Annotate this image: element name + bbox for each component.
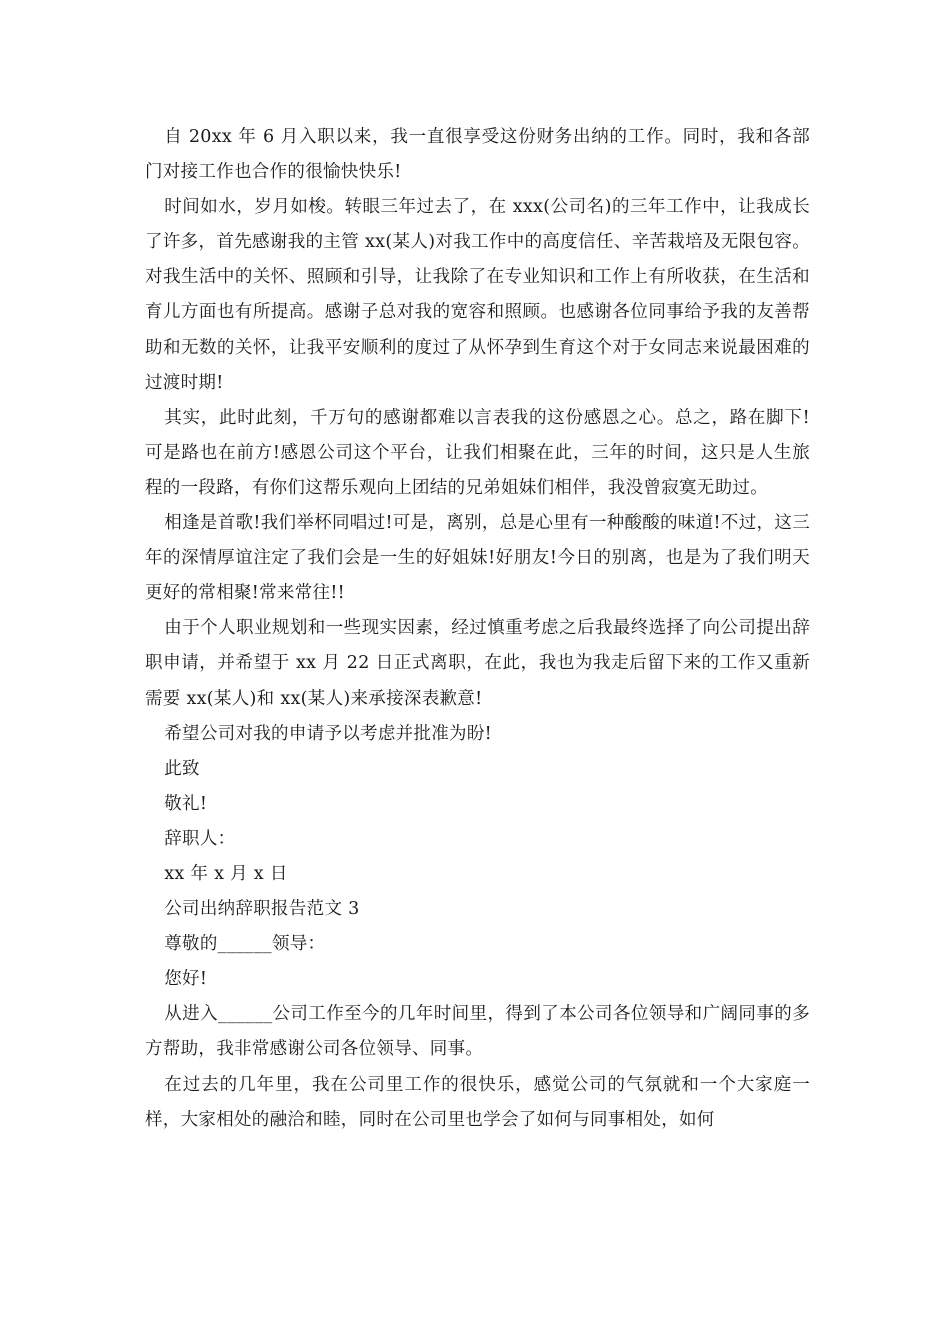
letter-greeting: 尊敬的______领导： <box>164 934 326 955</box>
paragraph-request: 希望公司对我的申请予以考虑并批准为盼! <box>164 723 492 744</box>
paragraph-resignation-reason: 由于个人职业规划和一些现实因素，经过慎重考虑之后我最终选择了向公司提出辞职申请，并希望于 xx 月 22 日正式离职，在此，我也为我走后留下来的工作又重新需要 xx(某人)和 xx(某人)来承接深表歉意! <box>145 618 810 709</box>
closing-salutation: 此致 <box>164 758 200 779</box>
paragraph-intro: 自 20xx 年 6 月入职以来，我一直很享受这份财务出纳的工作。同时，我和各部门对接工作也合作的很愉快快乐! <box>145 127 810 183</box>
paragraph-joined: 从进入______公司工作至今的几年时间里，得到了本公司各位领导和广阔同事的多方帮助，我非常感谢公司各位领导、同事。 <box>145 1004 810 1060</box>
closing-regards: 敬礼! <box>164 793 208 814</box>
letter-hello: 您好! <box>164 969 208 990</box>
paragraph-thanks: 其实，此时此刻，千万句的感谢都难以言表我的这份感恩之心。总之，路在脚下!可是路也在前方!感恩公司这个平台，让我们相聚在此，三年的时间，这只是人生旅程的一段路，有你们这帮乐观向上团结的兄弟姐妹们相伴，我没曾寂寞无助过。 <box>145 407 810 498</box>
section-title: 公司出纳辞职报告范文 3 <box>164 899 360 920</box>
signature-date: xx 年 x 月 x 日 <box>164 863 288 884</box>
signature-label: 辞职人： <box>164 828 236 849</box>
paragraph-farewell: 相逢是首歌!我们举杯同唱过!可是，离别，总是心里有一种酸酸的味道!不过，这三年的深情厚谊注定了我们会是一生的好姐妹!好朋友!今日的别离，也是为了我们明天更好的常相聚!常来常往!! <box>145 513 810 604</box>
document-body <box>145 120 810 1138</box>
paragraph-past-years: 在过去的几年里，我在公司里工作的很快乐，感觉公司的气氛就和一个大家庭一样，大家相处的融洽和睦，同时在公司里也学会了如何与同事相处，如何 <box>145 1074 810 1130</box>
paragraph-gratitude: 时间如水，岁月如梭。转眼三年过去了，在 xxx(公司名)的三年工作中，让我成长了许多，首先感谢我的主管 xx(某人)对我工作中的高度信任、辛苦栽培及无限包容。对我生活中的关怀、照顾和引导，让我除了在专业知识和工作上有所收获，在生活和育儿方面也有所提高。感谢子总对我的宽容和照顾。也感谢各位同事给予我的友善帮助和无数的关怀，让我平安顺利的度过了从怀孕到生育这个对于女同志来说最困难的过渡时期! <box>145 197 810 393</box>
